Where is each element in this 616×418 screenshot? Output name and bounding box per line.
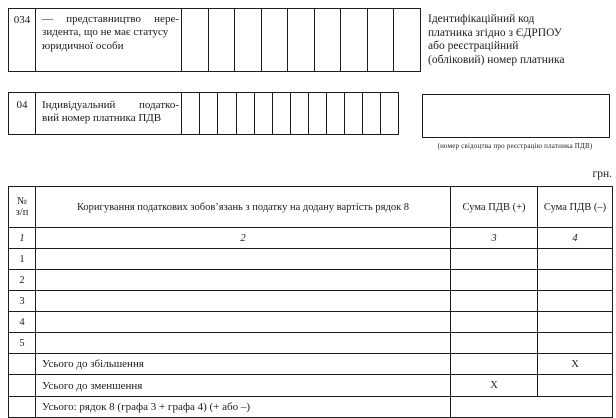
row-number: 1 [9, 249, 36, 270]
grand-total-row [9, 397, 613, 418]
col-index: 2 [36, 228, 451, 249]
header-vat-minus: Сума ПДВ (–) [538, 187, 613, 228]
vat-plus-cell [451, 354, 538, 375]
col-index: 3 [451, 228, 538, 249]
header-description: Коригування податкових зобов’язань з податку на додану вартість рядок 8 [36, 187, 451, 228]
digit-cell [234, 8, 262, 72]
digit-cell [208, 8, 236, 72]
header-row-number [9, 187, 36, 228]
field-034-digit-cells [181, 8, 421, 72]
description-cell [36, 291, 451, 312]
digit-cell [290, 92, 310, 135]
digit-cell [261, 8, 289, 72]
header-vat-plus: Сума ПДВ (+) [451, 187, 538, 228]
total-label: Усього: рядок 8 (графа 3 + графа 4) (+ або –) [36, 397, 451, 418]
vat-plus-cell [451, 291, 538, 312]
field-034-code: 034 [9, 9, 36, 71]
table-row [9, 270, 613, 291]
description-cell [36, 270, 451, 291]
grand-total-value-cell [451, 397, 613, 418]
vat-minus-cell [538, 270, 613, 291]
edrpou-label-line: Ідентифікаційний код [428, 13, 535, 25]
digit-cell [314, 8, 342, 72]
vat-plus-cell [451, 270, 538, 291]
vat-minus-cell [538, 312, 613, 333]
field-034-label-line: — представництво нере- [42, 13, 179, 25]
field-034-label-line: юридичної особи [42, 39, 124, 52]
vat-plus-cell [451, 333, 538, 354]
table-row [9, 333, 613, 354]
row-number [9, 354, 36, 375]
vat-plus-cell [451, 249, 538, 270]
digit-cell [362, 92, 382, 135]
digit-cell [181, 92, 201, 135]
vat-correction-table [8, 186, 613, 418]
digit-cell [340, 8, 368, 72]
vat-minus-cell [538, 249, 613, 270]
col-index: 4 [538, 228, 613, 249]
digit-cell [181, 8, 209, 72]
digit-cell [326, 92, 346, 135]
digit-cell [287, 8, 315, 72]
field-04-digit-cells [181, 92, 399, 135]
total-label: Усього до збільшення [36, 354, 451, 375]
edrpou-label-line: (обліковий) номер платника [428, 53, 565, 66]
field-04-box [8, 92, 183, 135]
field-04-label-line: вий номер платника ПДВ [42, 112, 162, 125]
digit-cell [308, 92, 328, 135]
field-04-label [36, 93, 182, 134]
digit-cell [380, 92, 400, 135]
row-number: 3 [9, 291, 36, 312]
total-increase-row [9, 354, 613, 375]
digit-cell [272, 92, 292, 135]
table-row [9, 312, 613, 333]
digit-cell [199, 92, 219, 135]
header-row-number-line: № [16, 196, 28, 207]
digit-cell [393, 8, 421, 72]
description-cell [36, 312, 451, 333]
total-label: Усього до зменшення [36, 375, 451, 397]
column-numbering-row [9, 228, 613, 249]
currency-note: грн. [592, 168, 612, 180]
description-cell [36, 333, 451, 354]
description-cell [36, 249, 451, 270]
digit-cell [236, 92, 256, 135]
field-04-code: 04 [9, 93, 36, 134]
field-034-label-line: зидента, що не має статусу [42, 26, 169, 39]
certificate-caption: (номер свідоцтва про реєстрацію платника ПДВ) [437, 142, 593, 150]
digit-cell [217, 92, 237, 135]
table-row [9, 249, 613, 270]
edrpou-label-line: платника згідно з ЄДРПОУ [428, 26, 562, 39]
col-index: 1 [9, 228, 36, 249]
row-number [9, 375, 36, 397]
field-row-034 [8, 8, 421, 72]
field-row-04 [8, 92, 399, 135]
field-034-box [8, 8, 183, 72]
total-decrease-row [9, 375, 613, 397]
digit-cell [254, 92, 274, 135]
vat-plus-cell [451, 312, 538, 333]
table-row [9, 291, 613, 312]
row-number: 4 [9, 312, 36, 333]
vat-plus-cell: X [451, 375, 538, 397]
digit-cell [367, 8, 395, 72]
field-04-label-line: Індивідуальний податко- [42, 99, 179, 111]
vat-minus-cell [538, 291, 613, 312]
vat-minus-cell [538, 375, 613, 397]
row-number [9, 397, 36, 418]
vat-minus-cell [538, 333, 613, 354]
digit-cell [344, 92, 364, 135]
header-row-number-line: з/п [15, 207, 29, 218]
certificate-number-box [422, 94, 610, 138]
edrpou-label-line: або реєстраційний [428, 40, 519, 52]
row-number: 5 [9, 333, 36, 354]
table-header-row [9, 187, 613, 228]
row-number: 2 [9, 270, 36, 291]
field-034-label [36, 9, 182, 71]
edrpou-label [428, 13, 613, 67]
vat-minus-cell: X [538, 354, 613, 375]
